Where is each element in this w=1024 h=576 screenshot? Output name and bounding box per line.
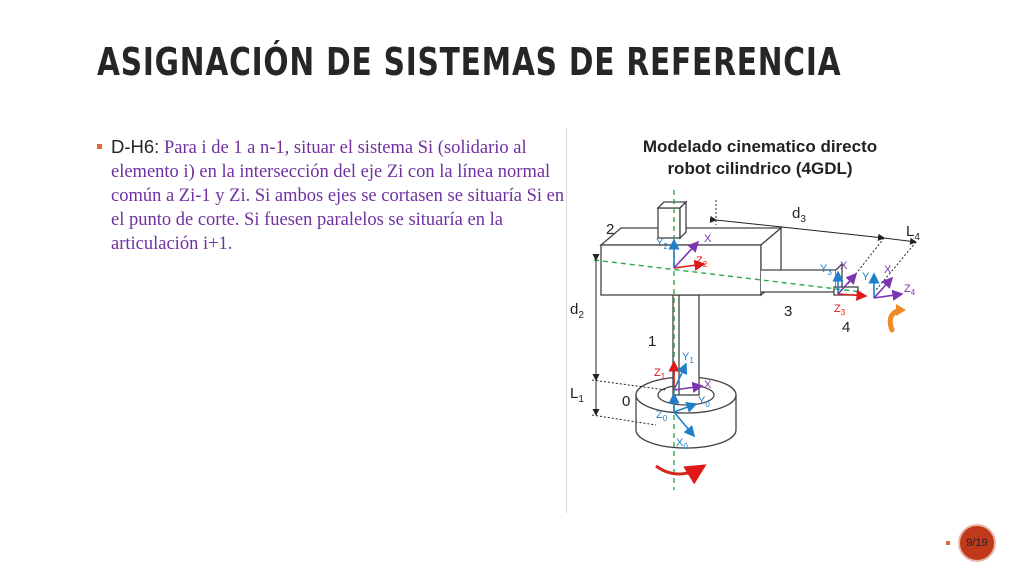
- link-label-0: 0: [622, 393, 631, 410]
- link-label-4: 4: [842, 319, 851, 336]
- page-number-badge: 9/19: [958, 524, 996, 562]
- dim-l1-label: $L_1$: [570, 385, 584, 405]
- frame-1-y-label: $Y_1$: [682, 351, 694, 365]
- robot-column: [673, 295, 699, 395]
- base-rotation-arrow: [656, 466, 704, 474]
- frame-4-y-label: $Y_4$: [862, 271, 874, 285]
- robot-diagram: [566, 190, 938, 510]
- frame-0-y-label: $Y_0$: [698, 395, 710, 409]
- link-label-1: 1: [648, 333, 657, 350]
- frame-3-z-label: $Z_3$: [834, 303, 846, 317]
- bullet-marker: [97, 144, 102, 149]
- frame-2-z-label: $Z_2$: [696, 255, 708, 269]
- frame-2-y-label: $Y_2$: [656, 237, 668, 251]
- robot-top-block: [658, 202, 686, 238]
- bullet-lead: D-H6:: [111, 136, 160, 157]
- frame-2-x-label: X: [704, 233, 712, 245]
- diagram-title: Modelado cinematico directo robot cilindrico (4GDL): [642, 137, 878, 178]
- dim-d2-label: $d_2$: [570, 301, 584, 321]
- bullet-item: [97, 135, 567, 256]
- frame-4-z-label: $Z_4$: [904, 283, 916, 297]
- frame-4-axes: [874, 274, 902, 298]
- page-bullet: [946, 541, 950, 545]
- frame-1-x-label: X: [704, 379, 712, 391]
- wrist-rotation-arrowhead: [896, 304, 906, 316]
- dim-d3-label: $d_3$: [792, 205, 806, 225]
- frame-1-z-label: $Z_1$: [654, 367, 666, 381]
- frame-0-x-label: $X_0$: [676, 437, 688, 451]
- slide-title: ASIGNACIÓN DE SISTEMAS DE REFERENCIA: [97, 40, 842, 84]
- robot-carriage: [601, 228, 781, 295]
- link-label-3: 3: [784, 303, 793, 320]
- frame-0-z-label: $Z_0$: [656, 409, 668, 423]
- link-label-2: 2: [606, 221, 615, 238]
- frame-3-x-label: X: [840, 260, 848, 272]
- dim-l4-label: $L_4$: [906, 223, 920, 243]
- frame-4-x-label: X: [884, 264, 892, 276]
- bullet-text: [111, 135, 567, 256]
- frame-3-y-label: $Y_3$: [820, 263, 832, 277]
- bullet-body: Para i de 1 a n-1, situar el sistema Si (solidario al elemento i) en la intersección del eje Zi con la línea normal común a Zi-1 y Zi. Si ambos ejes se cortasen se situaría Si en el punto de corte. Si fuesen paralelos se situaría en la articulación i+1.: [111, 138, 565, 254]
